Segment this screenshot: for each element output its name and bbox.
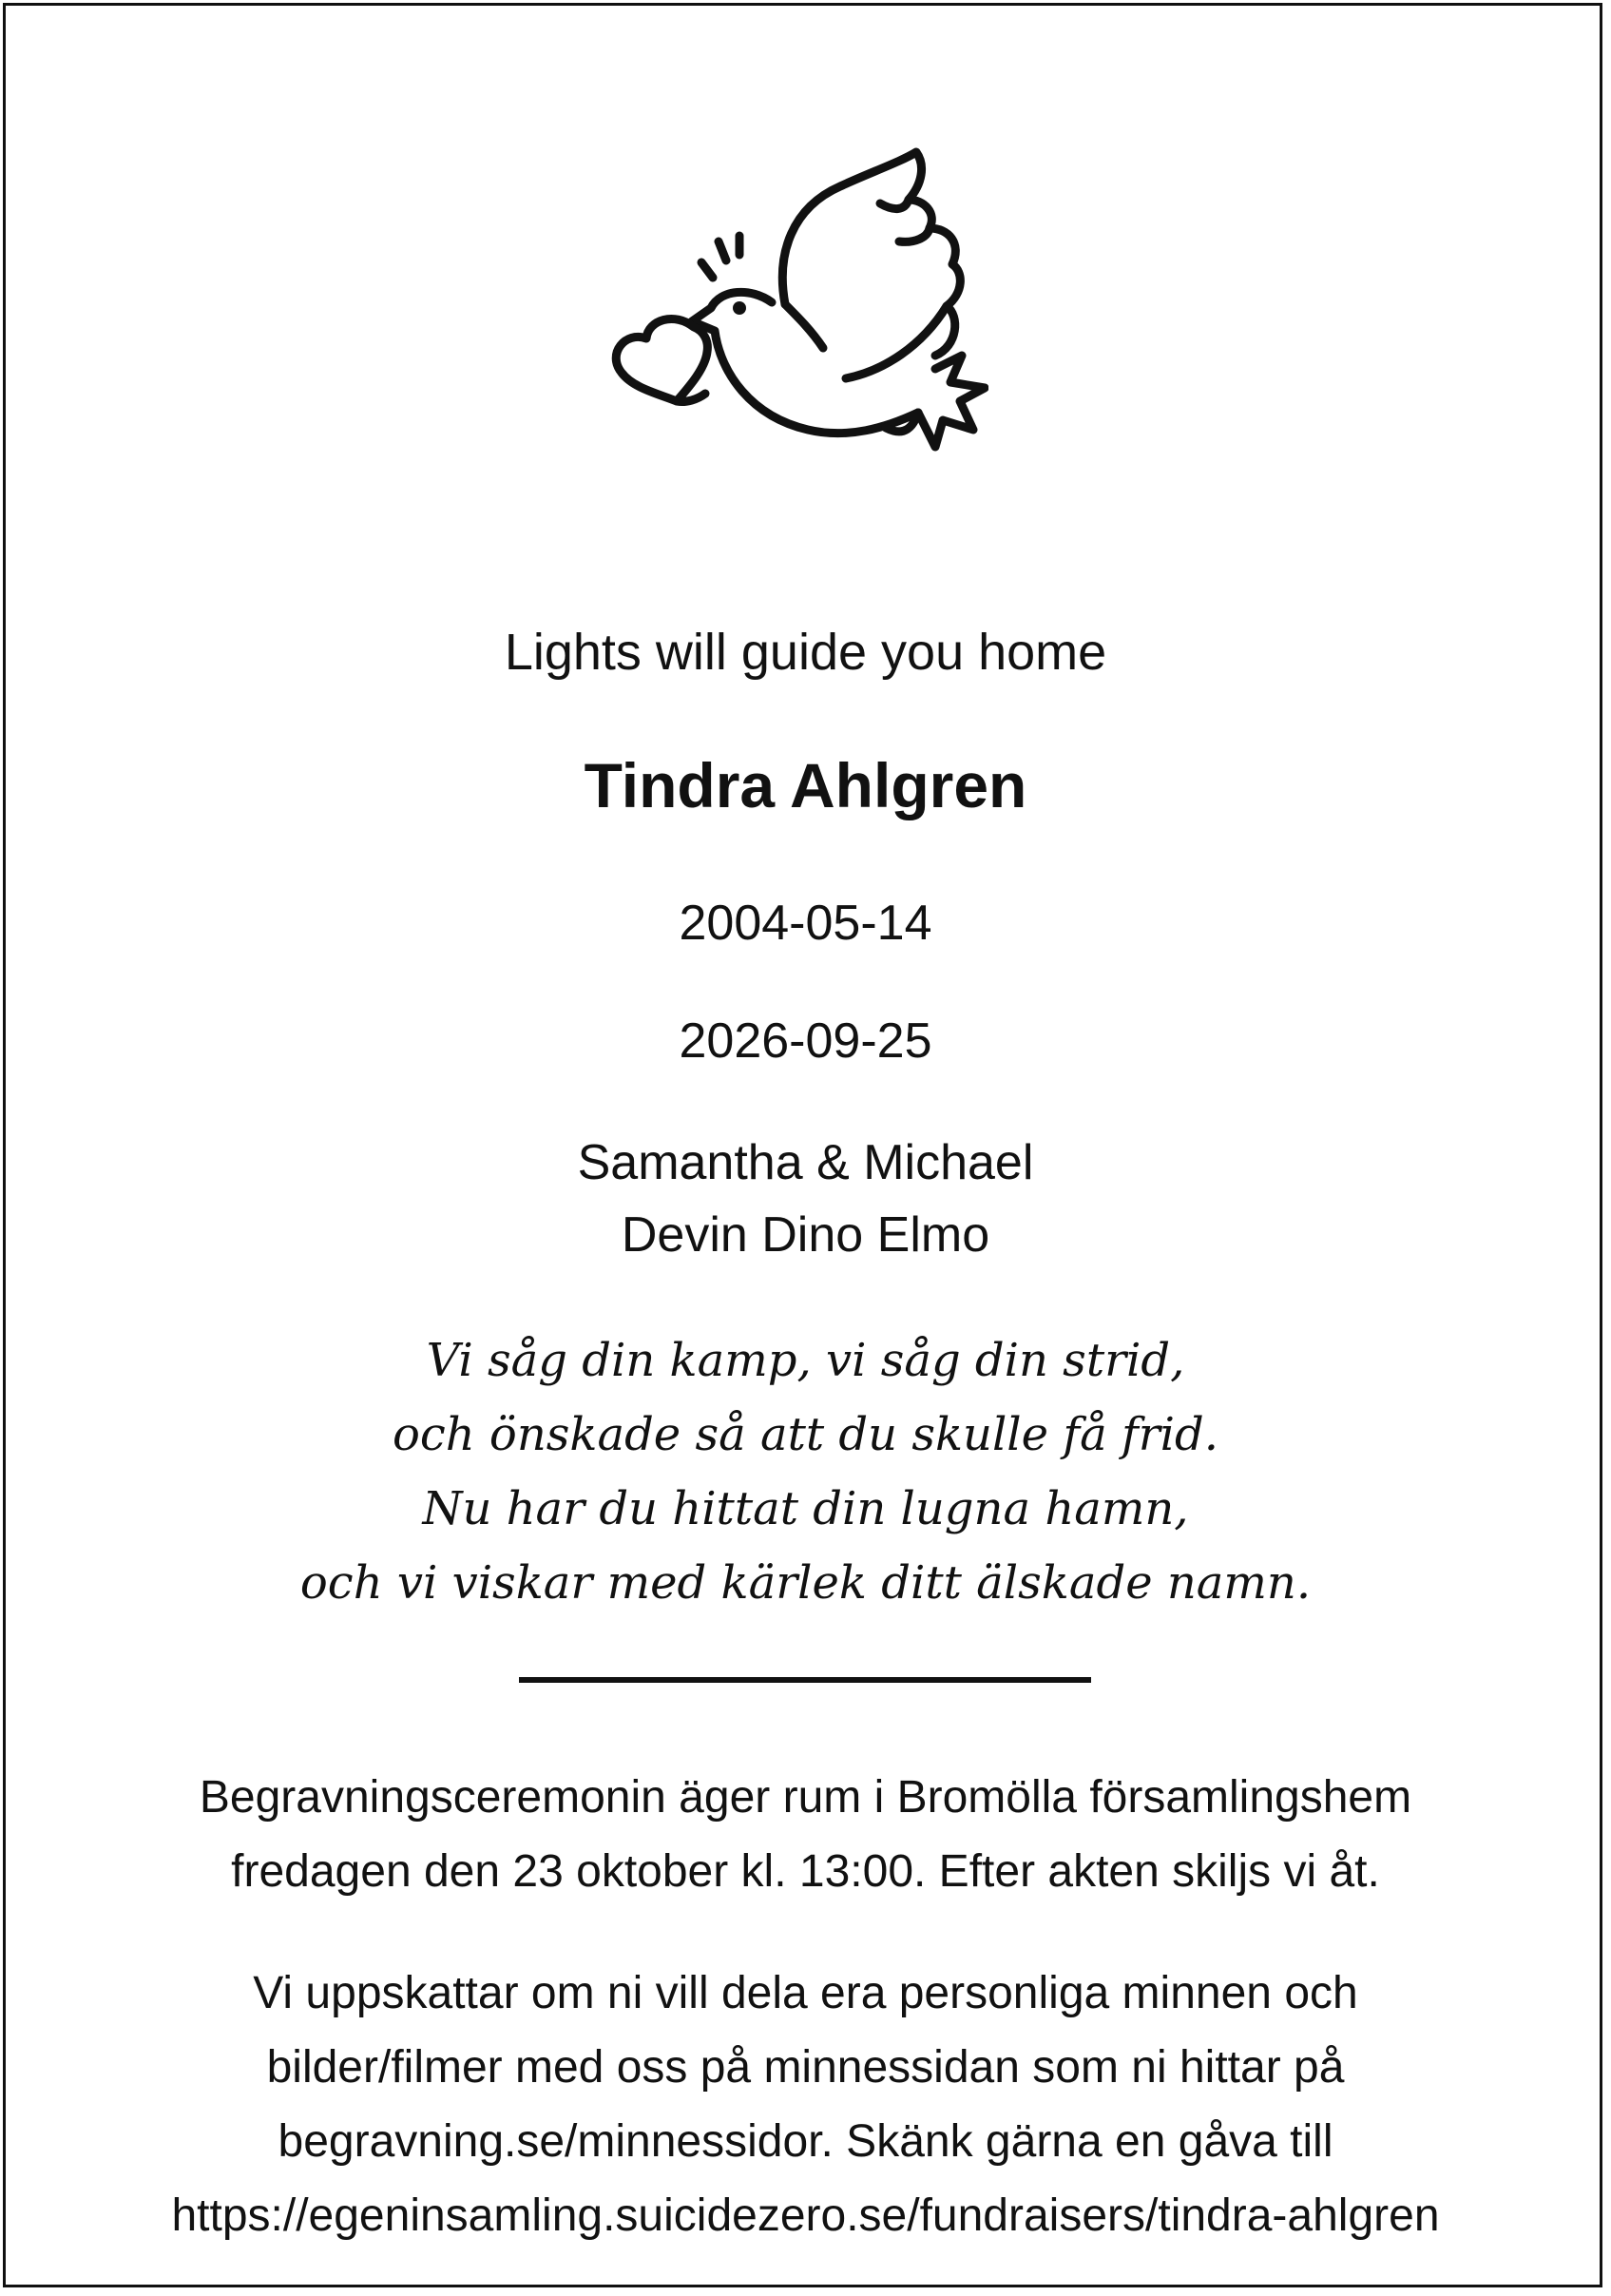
birth-date: 2004-05-14 [679,896,932,951]
poem-line: och önskade så att du skulle få frid. [392,1408,1219,1461]
family-line: Devin Dino Elmo [621,1207,990,1263]
poem-line: Vi såg din kamp, vi såg din strid, [426,1334,1185,1387]
memories-line: Vi uppskattar om ni vill dela era personliga minnen och [253,1968,1358,2018]
dove-with-heart-icon [608,145,988,477]
divider [519,1677,1091,1683]
death-date: 2026-09-25 [679,1013,932,1069]
memories-info [0,1957,1611,2253]
poem-line: och vi viskar med kärlek ditt älskade namn. [299,1556,1312,1610]
deceased-name: Tindra Ahlgren [584,750,1027,820]
memorial-poem [0,1323,1611,1620]
motto: Lights will guide you home [504,624,1107,681]
memories-line: bilder/filmer med oss på minnessidan som ni hittar på [266,2042,1345,2093]
ceremony-line: fredagen den 23 oktober kl. 13:00. Efter akten skiljs vi åt. [231,1846,1380,1897]
memories-line: begravning.se/minnessidor. Skänk gärna en gåva till [278,2116,1333,2167]
poem-line: Nu har du hittat din lugna hamn, [422,1482,1189,1535]
ceremony-line: Begravningsceremonin äger rum i Bromölla församlingshem [199,1772,1412,1823]
fundraiser-link[interactable]: https://egeninsamling.suicidezero.se/fundraisers/tindra-ahlgren [171,2190,1440,2241]
family-line: Samantha & Michael [577,1135,1034,1190]
ceremony-info [0,1761,1611,1909]
